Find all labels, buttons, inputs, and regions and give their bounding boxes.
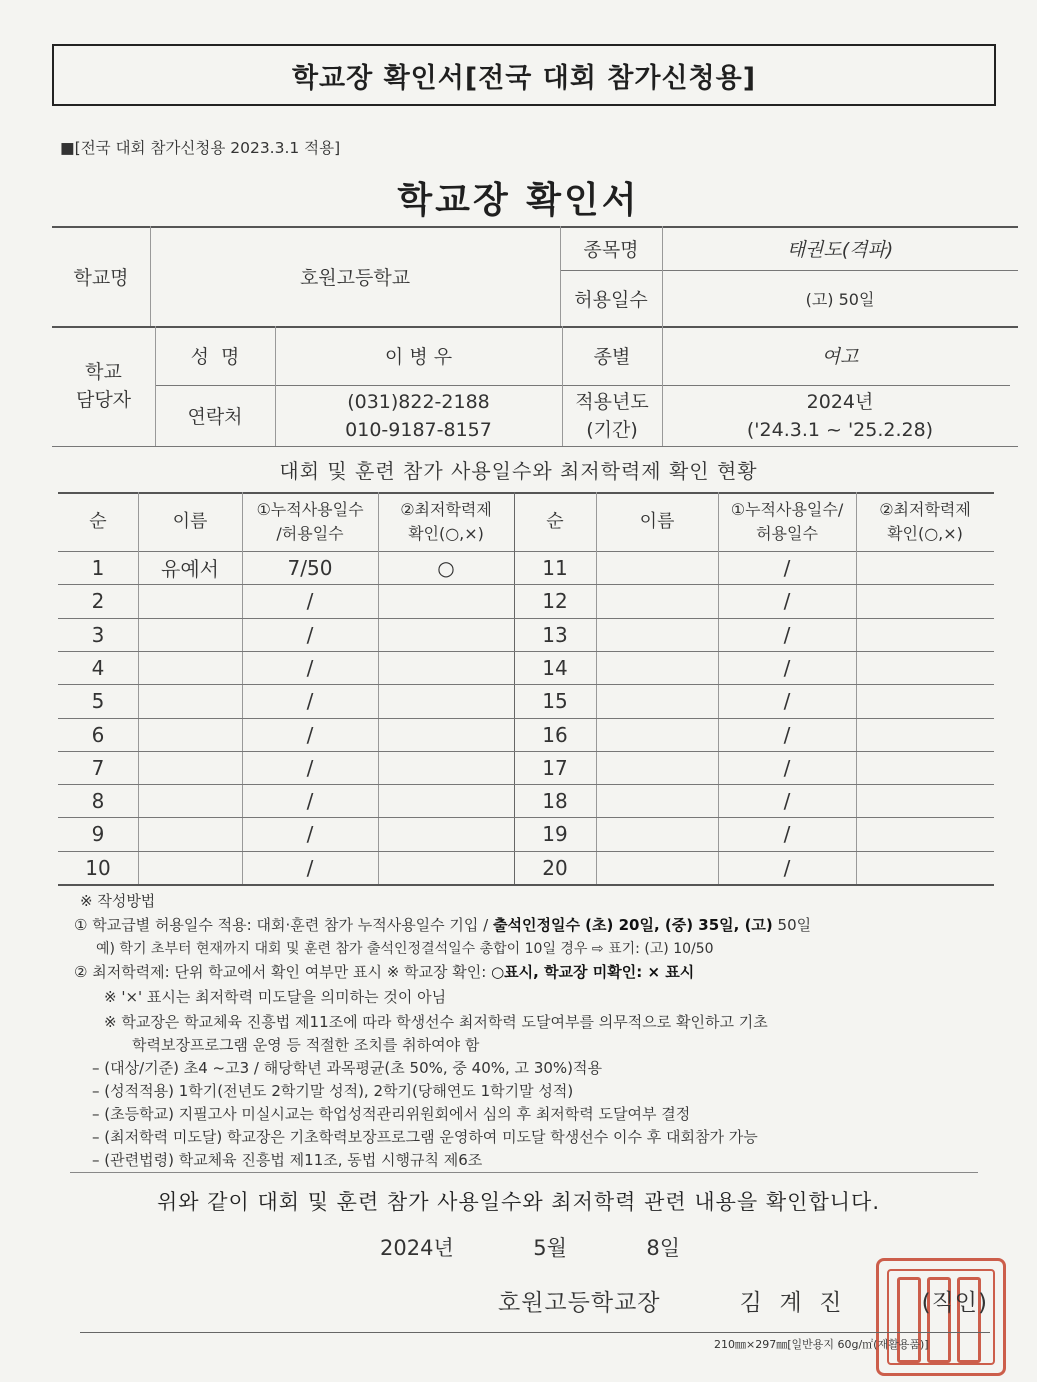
period-label — [562, 385, 662, 446]
row-5-no: 5 — [91, 688, 105, 713]
row-19-name — [596, 817, 718, 850]
row-4-name — [138, 651, 242, 684]
signature-seal-label: (직인) — [921, 1289, 988, 1316]
category-value: 여고 — [821, 346, 859, 368]
row-18-no: 18 — [542, 788, 568, 813]
row-19-check — [856, 817, 994, 850]
col-check-right: ②최저학력제 확인(○,×) — [879, 499, 971, 543]
row-2-name — [138, 584, 242, 617]
row-2-days: / — [306, 588, 314, 613]
row-2-no: 2 — [91, 588, 105, 613]
contact-phone-office: (031)822-2188 — [347, 390, 490, 413]
row-17-check — [856, 751, 994, 784]
row-11-name — [596, 551, 718, 584]
row-3-no: 3 — [91, 622, 105, 647]
row-4-no: 4 — [91, 655, 105, 680]
note-2-principal-1: ※ 학교장은 학교체육 진흥법 제11조에 따라 학생선수 최저학력 도달여부를 의무적으로 확인하고 기초 — [104, 1013, 768, 1031]
period-range: ('24.3.1 ~ '25.2.28) — [746, 418, 934, 441]
manager-name: 이 병 우 — [384, 346, 453, 368]
row-10-no: 10 — [85, 855, 111, 880]
detail-elementary: – (초등학교) 지필고사 미실시교는 학업성적관리위원회에서 심의 후 최저학력 도달여부 결정 — [92, 1105, 691, 1123]
row-3-days: / — [306, 622, 314, 647]
contact-phone-mobile: 010-9187-8157 — [345, 418, 492, 441]
manager-label: 학교 담당자 — [75, 361, 132, 411]
row-19-days: / — [783, 821, 791, 846]
col-name-right: 이름 — [639, 510, 675, 532]
period-label-line2: (기간) — [586, 418, 638, 441]
row-13-days: / — [783, 622, 791, 647]
date-month: 5월 — [533, 1236, 567, 1260]
detail-grades: – (성적적용) 1학기(전년도 2학기말 성적), 2학기(당해연도 1학기말 성적) — [92, 1082, 574, 1100]
detail-not-reached: – (최저학력 미도달) 학교장은 기초학력보장프로그램 운영하여 미도달 학생선수 이수 후 대회참가 가능 — [92, 1128, 758, 1146]
row-14-no: 14 — [542, 655, 568, 680]
row-6-days: / — [306, 722, 314, 747]
col-days-right: ①누적사용일수/ 허용일수 — [730, 499, 844, 543]
row-16-name — [596, 718, 718, 751]
date-day: 8일 — [646, 1236, 680, 1260]
row-10-name — [138, 851, 242, 884]
row-15-name — [596, 684, 718, 717]
allowed-days-label: 허용일수 — [574, 288, 648, 311]
row-16-no: 16 — [542, 722, 568, 747]
row-5-days: / — [306, 688, 314, 713]
row-9-days: / — [306, 821, 314, 846]
row-7-check — [378, 751, 514, 784]
row-13-check — [856, 618, 994, 651]
row-5-check — [378, 684, 514, 717]
note-1 — [74, 914, 811, 935]
row-17-days: / — [783, 755, 791, 780]
detail-law: – (관련법령) 학교체육 진흥법 제11조, 동법 시행규칙 제6조 — [92, 1151, 483, 1169]
event-value: 태권도(격파) — [786, 238, 894, 261]
signature-name: 김 계 진 — [739, 1289, 843, 1316]
row-8-name — [138, 784, 242, 817]
col-no-left: 순 — [89, 510, 107, 532]
row-18-days: / — [783, 788, 791, 813]
signature-title: 호원고등학교장 — [498, 1289, 661, 1316]
row-8-days: / — [306, 788, 314, 813]
row-6-check — [378, 718, 514, 751]
row-5-name — [138, 684, 242, 717]
note-1-tail: 50일 — [772, 916, 812, 934]
period-value — [662, 385, 1018, 446]
row-1-check: ○ — [437, 555, 455, 580]
row-12-name — [596, 584, 718, 617]
document-title: 학교장 확인서 — [397, 180, 640, 221]
row-20-no: 20 — [542, 855, 568, 880]
note-2-x-meaning: ※ '×' 표시는 최저학력 미도달을 의미하는 것이 아님 — [104, 988, 447, 1006]
row-12-no: 12 — [542, 588, 568, 613]
row-15-check — [856, 684, 994, 717]
row-12-check — [856, 584, 994, 617]
row-8-no: 8 — [91, 788, 105, 813]
name-label: 성 명 — [190, 346, 240, 368]
contact-label: 연락처 — [187, 406, 243, 428]
event-label: 종목명 — [583, 238, 639, 261]
note-1-emphasis: 출석인정일수 (초) 20일, (중) 35일, (고) — [493, 916, 773, 934]
row-11-no: 11 — [542, 555, 568, 580]
note-2-emphasis: ○표시, 학교장 미확인: × 표시 — [491, 963, 695, 981]
row-10-check — [378, 851, 514, 884]
col-no-right: 순 — [546, 510, 564, 532]
allowed-days-value: (고) 50일 — [805, 289, 875, 309]
row-7-days: / — [306, 755, 314, 780]
row-19-no: 19 — [542, 821, 568, 846]
row-4-check — [378, 651, 514, 684]
row-14-check — [856, 651, 994, 684]
row-12-days: / — [783, 588, 791, 613]
row-10-days: / — [306, 855, 314, 880]
header-title: 학교장 확인서[전국 대회 참가신청용] — [52, 44, 996, 106]
note-2-principal-2: 학력보장프로그램 운영 등 적절한 조치를 취하여야 함 — [132, 1036, 480, 1054]
row-3-name — [138, 618, 242, 651]
contact-phones — [275, 385, 562, 446]
period-year: 2024년 — [806, 390, 874, 413]
issue-date — [380, 1230, 680, 1264]
row-7-name — [138, 751, 242, 784]
school-label: 학교명 — [73, 266, 129, 289]
category-label: 종별 — [593, 346, 631, 368]
row-17-no: 17 — [542, 755, 568, 780]
row-6-name — [138, 718, 242, 751]
col-name-left: 이름 — [172, 510, 208, 532]
row-16-check — [856, 718, 994, 751]
row-9-no: 9 — [91, 821, 105, 846]
row-20-name — [596, 851, 718, 884]
row-15-days: / — [783, 688, 791, 713]
date-year: 2024년 — [380, 1236, 454, 1260]
row-14-days: / — [783, 655, 791, 680]
row-6-no: 6 — [91, 722, 105, 747]
declaration: 위와 같이 대회 및 훈련 참가 사용일수와 최저학력 관련 내용을 확인합니다. — [156, 1190, 880, 1214]
row-1-name: 유예서 — [161, 557, 219, 581]
row-7-no: 7 — [91, 755, 105, 780]
note-2 — [74, 961, 694, 982]
row-18-name — [596, 784, 718, 817]
col-days-left: ①누적사용일수 /허용일수 — [256, 499, 364, 543]
row-8-check — [378, 784, 514, 817]
row-11-days: / — [783, 555, 791, 580]
school-value: 호원고등학교 — [299, 266, 411, 289]
row-4-days: / — [306, 655, 314, 680]
status-table-title: 대회 및 훈련 참가 사용일수와 최저학력제 확인 현황 — [279, 458, 758, 483]
row-13-no: 13 — [542, 622, 568, 647]
detail-target: – (대상/기준) 초4 ~고3 / 해당학년 과목평균(초 50%, 중 40%, 고 30%)적용 — [92, 1059, 602, 1077]
row-20-check — [856, 851, 994, 884]
row-9-name — [138, 817, 242, 850]
row-15-no: 15 — [542, 688, 568, 713]
col-check-left: ②최저학력제 확인(○,×) — [400, 499, 492, 543]
row-2-check — [378, 584, 514, 617]
signature-line — [498, 1280, 988, 1320]
note-1-text: ① 학교급별 허용일수 적용: 대회·훈련 참가 누적사용일수 기입 / — [74, 916, 493, 934]
row-1-no: 1 — [91, 555, 105, 580]
row-20-days: / — [783, 855, 791, 880]
row-13-name — [596, 618, 718, 651]
row-17-name — [596, 751, 718, 784]
form-tag: ■[전국 대회 참가신청용 2023.3.1 적용] — [60, 139, 341, 157]
row-18-check — [856, 784, 994, 817]
note-2-text: ② 최저학력제: 단위 학교에서 확인 여부만 표시 ※ 학교장 확인: — [74, 963, 492, 981]
row-3-check — [378, 618, 514, 651]
period-label-line1: 적용년도 — [575, 390, 649, 413]
row-1-days: 7/50 — [287, 555, 333, 580]
row-11-check — [856, 551, 994, 584]
row-9-check — [378, 817, 514, 850]
row-14-name — [596, 651, 718, 684]
row-16-days: / — [783, 722, 791, 747]
paper-spec: 210㎜×297㎜[일반용지 60g/㎡(재활용품)] — [714, 1338, 929, 1351]
notes-heading: ※ 작성방법 — [80, 892, 156, 910]
note-1-example: 예) 학기 초부터 현재까지 대회 및 훈련 참가 출석인정결석일수 총합이 10일 경우 ⇨ 표기: (고) 10/50 — [96, 941, 714, 957]
